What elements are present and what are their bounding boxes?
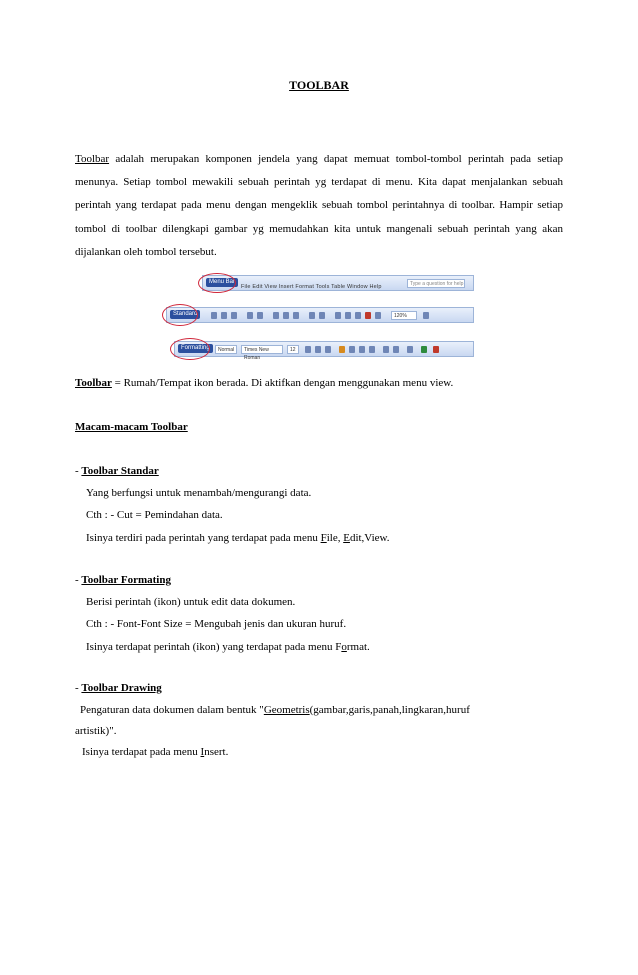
highlight-icon [421,346,427,353]
intro-text: adalah merupakan komponen jendela yang dapat memuat tombol-tombol perintah pada setiap menunya. Setiap tombol mewakili sebuah perintah yg terdapat di menu. Kita dapat menjalankan sebuah perintah yang terdapat pada menu dengan mengeklik sebuah tombol perintahnya di toolbar. Hampir setiap tombol di toolbar dilengkapi gambar yg memudahkan kita untuk mangenali sebuah perintah yang akan dijalankan oleh tombol tersebut. [75,153,563,258]
standar-heading-line [75,465,159,477]
definition-term: Toolbar [75,377,112,389]
edit-rest: dit,View. [349,532,390,544]
preview-icon [257,312,263,319]
formating-heading: Toolbar Formating [81,574,171,586]
help-search-box: Type a question for help [407,279,465,288]
underline-icon [325,346,331,353]
align-left-icon [339,346,345,353]
insert-rest: nsert. [204,746,229,758]
formating-line-3-pre: Isinya terdapat perintah (ikon) yang terdapat pada menu F [86,641,342,653]
font-color-icon [433,346,439,353]
drawing-line-3 [82,746,228,758]
standar-line-3-pre: Isinya terdiri pada perintah yang terdapat pada menu [86,532,321,544]
formatting-toolbar-strip [174,341,474,361]
standar-prefix: - [75,465,82,477]
undo-icon [309,312,315,319]
toolbar-figure [166,271,474,361]
highlight-ring-formatting [170,338,210,360]
drawing-line-1 [80,704,470,716]
highlight-ring-standard [162,304,198,326]
copy-icon [283,312,289,319]
drawing-line-2: artistik)". [75,725,117,737]
table-icon [345,312,351,319]
geometris-word: Geometris [263,704,310,716]
align-center-icon [349,346,355,353]
columns-icon [365,312,371,319]
drawing-heading-line [75,682,162,694]
numbering-icon [383,346,389,353]
drawing-line-3-pre: Isinya terdapat pada menu [82,746,201,758]
formating-line-1: Berisi perintah (ikon) untuk edit data dokumen. [86,596,296,608]
formatting-tag: Formatting [178,344,213,353]
help-icon [423,312,429,319]
formating-prefix: - [75,574,82,586]
definition-line [75,377,453,389]
formating-heading-line [75,574,171,586]
drawing-icon [375,312,381,319]
standard-tag: Standard [170,310,200,319]
file-underlined-letter: F [320,532,327,544]
menu-bar-strip [202,275,474,291]
page-title: TOOLBAR [289,78,349,92]
save-icon [231,312,237,319]
font-box: Times New Roman [241,345,283,354]
standar-heading: Toolbar Standar [81,465,159,477]
intro-paragraph [75,148,563,264]
file-rest: ile, [326,532,344,544]
formating-line-3 [86,641,370,653]
drawing-heading: Toolbar Drawing [81,682,162,694]
drawing-prefix: - [75,682,82,694]
format-underlined-letter: o [341,641,347,653]
edit-underlined-letter: E [343,532,350,544]
indent-icon [407,346,413,353]
redo-icon [319,312,325,319]
italic-icon [315,346,321,353]
paste-icon [293,312,299,319]
cut-icon [273,312,279,319]
justify-icon [369,346,375,353]
print-icon [247,312,253,319]
zoom-box: 120% [391,311,417,320]
open-icon [221,312,227,319]
menu-bar-tag: Menu Bar [206,278,238,287]
bullets-icon [393,346,399,353]
intro-term: Toolbar [75,153,110,165]
drawing-line-1-pre: Pengaturan data dokumen dalam bentuk " [80,704,264,716]
new-icon [211,312,217,319]
insert-underlined-letter: I [200,746,205,758]
bold-icon [305,346,311,353]
menu-bar-items: File Edit View Insert Format Tools Table Window Help [241,284,382,290]
excel-icon [355,312,361,319]
definition-text: = Rumah/Tempat ikon berada. Di aktifkan dengan menggunakan menu view. [111,377,454,389]
format-rest: rmat. [346,641,370,653]
standar-line-3 [86,532,390,544]
style-box: Normal [215,345,237,354]
size-box: 12 [287,345,299,354]
hyperlink-icon [335,312,341,319]
standard-toolbar-strip [166,307,474,323]
drawing-line-1-rest: (gambar,garis,panah,lingkaran,huruf [309,704,470,716]
section-title: Macam-macam Toolbar [75,421,188,433]
standar-line-1: Yang berfungsi untuk menambah/mengurangi data. [86,487,312,499]
formating-line-2: Cth : - Font-Font Size = Mengubah jenis dan ukuran huruf. [86,618,347,630]
standar-line-2: Cth : - Cut = Pemindahan data. [86,509,223,521]
align-right-icon [359,346,365,353]
highlight-ring-menu-bar [198,273,236,293]
